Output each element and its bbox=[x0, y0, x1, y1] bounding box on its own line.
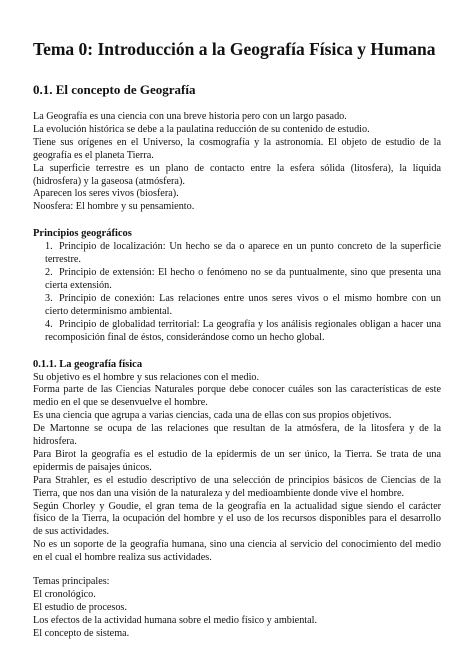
topic-item: El concepto de sistema. bbox=[33, 627, 130, 639]
list-item bbox=[33, 267, 441, 293]
intro-block bbox=[33, 111, 441, 214]
list-number: 4. bbox=[45, 318, 53, 330]
topic-item: Los efectos de la actividad humana sobre el medio físico y ambiental. bbox=[33, 614, 318, 626]
list-item-text: Principio de extensión: El hecho o fenómeno no se da puntualmente, sino que presenta una cierta extensión. bbox=[45, 267, 441, 291]
spacer bbox=[33, 214, 441, 227]
intro-paragraph: La evolución histórica se debe a la paulatina reducción de su contenido de estudio. bbox=[33, 123, 370, 135]
list-item bbox=[33, 293, 441, 319]
topic-item: El estudio de procesos. bbox=[33, 601, 127, 613]
list-item bbox=[33, 241, 441, 267]
intro-paragraph: Aparecen los seres vivos (biosfera). bbox=[33, 188, 179, 200]
list-number: 2. bbox=[45, 267, 53, 279]
list-item bbox=[33, 319, 441, 345]
list-number: 1. bbox=[45, 241, 53, 253]
list-item-text: Principio de globalidad territorial: La geografía y los análisis regionales obligan a hacer una recomposición final de éstos, considerándose como un hecho global. bbox=[45, 318, 441, 343]
body-paragraph: No es un soporte de la geografía humana, sino una ciencia al servicio del conocimiento del medio en el cual el hombre realiza sus actividades. bbox=[33, 539, 441, 564]
spacer bbox=[33, 565, 441, 576]
intro-paragraph: Noosfera: El hombre y su pensamiento. bbox=[33, 201, 195, 213]
principles-list bbox=[33, 241, 441, 344]
intro-paragraph: Tiene sus orígenes en el Universo, la cosmografía y la astronomía. El objeto de estudio de la geografía es el planeta Tierra. bbox=[33, 136, 441, 161]
body-paragraph: Para Strahler, es el estudio descriptivo de una selección de principios básicos de Ciencias de la Tierra, que nos dan una visión de la naturaleza y del medioambiente donde vive el hombre. bbox=[33, 474, 441, 499]
spacer bbox=[33, 345, 441, 358]
body-paragraph: Según Chorley y Goudie, el gran tema de la geografía en la actualidad sigue siendo el carácter físico de la Tierra, la ocupación del hombre y el uso de los recursos disponibles para el desarrollo de sus actividades. bbox=[33, 500, 441, 538]
body-paragraph: Forma parte de las Ciencias Naturales porque debe conocer cuáles son las características de este medio en el que se desenvuelve el hombre. bbox=[33, 384, 441, 409]
section-heading: 0.1. El concepto de Geografía bbox=[33, 82, 196, 97]
list-item-text: Principio de conexión: Las relaciones entre unos seres vivos o el mismo hombre con un cierto determinismo ambiental. bbox=[45, 292, 441, 317]
topic-item: El cronológico. bbox=[33, 589, 96, 600]
body-paragraph: Es una ciencia que agrupa a varias ciencias, cada una de ellas con sus propios objetivos. bbox=[33, 410, 392, 422]
principles-heading: Principios geográficos bbox=[33, 228, 132, 240]
intro-paragraph: La superficie terrestre es un plano de contacto entre la esfera sólida (litosfera), la líquida (hidrosfera) y la gaseosa (atmósfera). bbox=[33, 162, 441, 187]
list-item-text: Principio de localización: Un hecho se da o aparece en un punto concreto de la superficie terrestre. bbox=[45, 241, 441, 266]
intro-paragraph: La Geografía es una ciencia con una breve historia pero con un largo pasado. bbox=[33, 111, 347, 122]
subsection-body bbox=[33, 372, 441, 566]
list-number: 3. bbox=[45, 292, 53, 304]
subsection-heading: 0.1.1. La geografía física bbox=[33, 358, 143, 370]
body-paragraph: Para Birot la geografía es el estudio de la epidermis de un ser único, la Tierra. Se trata de una epidermis de paisajes únicos. bbox=[33, 448, 441, 473]
body-paragraph: De Martonne se ocupa de las relaciones que resultan de la atmósfera, de la litosfera y de la hidrosfera. bbox=[33, 423, 441, 448]
document-title: Tema 0: Introducción a la Geografía Física y Humana bbox=[33, 39, 436, 59]
body-paragraph: Su objetivo es el hombre y sus relaciones con el medio. bbox=[33, 371, 260, 383]
topics-heading: Temas principales: bbox=[33, 576, 110, 588]
